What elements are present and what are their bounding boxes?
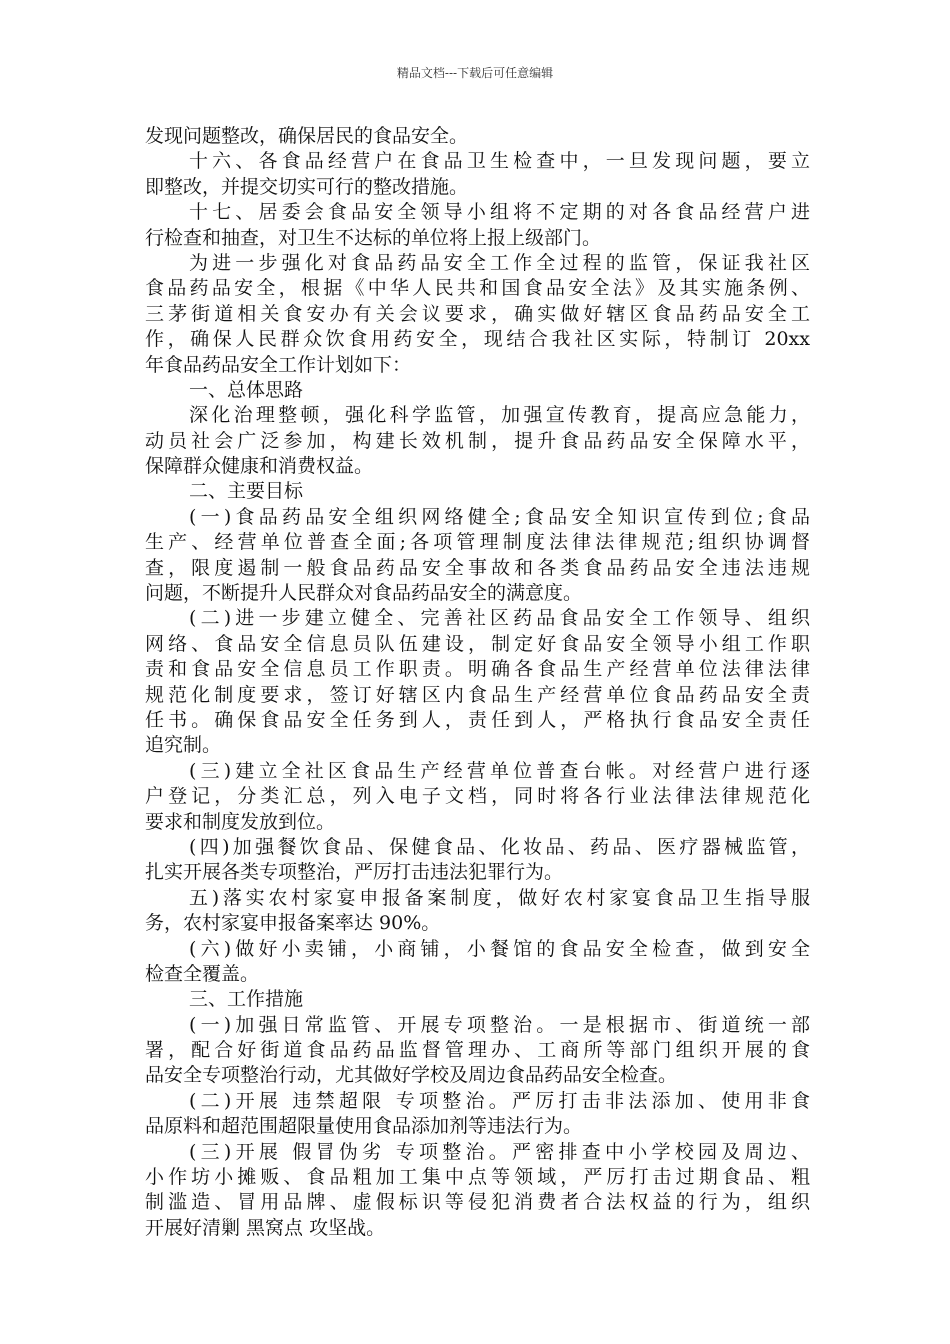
text-line: 保障群众健康和消费权益。 bbox=[145, 455, 374, 478]
text-line: 署，配合好街道食品药品监督管理办、工商所等部门组织开展的食 bbox=[145, 1039, 810, 1062]
text-line: 年食品药品安全工作计划如下： bbox=[145, 353, 412, 376]
text-line: 五)落实农村家宴申报备案制度，做好农村家宴食品卫生指导服 bbox=[189, 886, 810, 909]
text-line: (三)建立全社区食品生产经营单位普查台帐。对经营户进行逐 bbox=[189, 759, 810, 782]
text-line: 发现问题整改，确保居民的食品安全。 bbox=[145, 125, 469, 147]
text-line: (一)食品药品安全组织网络健全;食品安全知识宣传到位;食品 bbox=[189, 505, 810, 528]
text-line: 品安全专项整治行动，尤其做好学校及周边食品药品安全检查。 bbox=[145, 1064, 678, 1087]
text-line: 三、工作措施 bbox=[189, 988, 304, 1011]
text-line: 动员社会广泛参加，构建长效机制，提升食品药品安全保障水平， bbox=[145, 429, 810, 452]
text-line: 品原料和超范围超限量使用食品添加剂等违法行为。 bbox=[145, 1115, 583, 1138]
text-line: 食品药品安全，根据《中华人民共和国食品安全法》及其实施条例、 bbox=[145, 277, 810, 300]
text-line: 查，限度遏制一般食品药品安全事故和各类食品药品安全违法违规 bbox=[145, 556, 810, 579]
text-line: 扎实开展各类专项整治，严厉打击违法犯罪行为。 bbox=[145, 861, 564, 884]
text-line: 十六、各食品经营户在食品卫生检查中，一旦发现问题，要立 bbox=[189, 150, 810, 173]
document-body bbox=[145, 124, 810, 1241]
text-line: 二、主要目标 bbox=[189, 480, 304, 503]
text-line: 生产、经营单位普查全面;各项管理制度法律法律规范;组织协调督 bbox=[145, 531, 810, 554]
text-line: 作，确保人民群众饮食用药安全，现结合我社区实际，特制订 20xx bbox=[145, 328, 810, 351]
page-header: 精品文档---下载后可任意编辑 bbox=[396, 66, 554, 80]
text-line: 一、总体思路 bbox=[189, 378, 304, 401]
text-line: 户登记，分类汇总，列入电子文档，同时将各行业法律法律规范化 bbox=[145, 785, 810, 808]
text-line: 网络、食品安全信息员队伍建设，制定好食品安全领导小组工作职 bbox=[145, 632, 810, 655]
text-line: 行检查和抽查，对卫生不达标的单位将上报上级部门。 bbox=[145, 226, 602, 249]
text-line: 深化治理整顿，强化科学监管，加强宣传教育，提高应急能力， bbox=[189, 404, 810, 427]
text-line: 务，农村家宴申报备案率达 90%。 bbox=[145, 912, 441, 935]
text-line: (六)做好小卖铺，小商铺，小餐馆的食品安全检查，做到安全 bbox=[189, 937, 810, 960]
text-line: 检查全覆盖。 bbox=[145, 962, 260, 985]
text-line: 即整改，并提交切实可行的整改措施。 bbox=[145, 175, 469, 198]
text-line: 规范化制度要求，签订好辖区内食品生产经营单位食品药品安全责 bbox=[145, 683, 810, 706]
text-line: 要求和制度发放到位。 bbox=[145, 810, 336, 833]
text-line: 任书。确保食品安全任务到人，责任到人，严格执行食品安全责任 bbox=[145, 708, 810, 731]
text-line: 问题，不断提升人民群众对食品药品安全的满意度。 bbox=[145, 582, 583, 605]
text-line: (二)开展 违禁超限 专项整治。严厉打击非法添加、使用非食 bbox=[189, 1089, 810, 1112]
text-line: 小作坊小摊贩、食品粗加工集中点等领域，严厉打击过期食品、粗 bbox=[145, 1166, 810, 1189]
text-line: (四)加强餐饮食品、保健食品、化妆品、药品、医疗器械监管， bbox=[189, 835, 810, 858]
text-line: 为进一步强化对食品药品安全工作全过程的监管，保证我社区 bbox=[189, 251, 810, 274]
text-line: (一)加强日常监管、开展专项整治。一是根据市、街道统一部 bbox=[189, 1013, 810, 1036]
text-line: (三)开展 假冒伪劣 专项整治。严密排查中小学校园及周边、 bbox=[189, 1140, 810, 1163]
text-line: (二)进一步建立健全、完善社区药品食品安全工作领导、组织 bbox=[189, 607, 810, 630]
text-line: 开展好清剿 黑窝点 攻坚战。 bbox=[145, 1216, 386, 1239]
text-line: 责和食品安全信息员工作职责。明确各食品生产经营单位法律法律 bbox=[145, 658, 810, 681]
text-line: 十七、居委会食品安全领导小组将不定期的对各食品经营户进 bbox=[189, 201, 810, 224]
text-line: 制滥造、冒用品牌、虚假标识等侵犯消费者合法权益的行为，组织 bbox=[145, 1191, 810, 1214]
text-line: 三茅街道相关食安办有关会议要求，确实做好辖区食品药品安全工 bbox=[145, 302, 810, 325]
text-line: 追究制。 bbox=[145, 734, 222, 757]
